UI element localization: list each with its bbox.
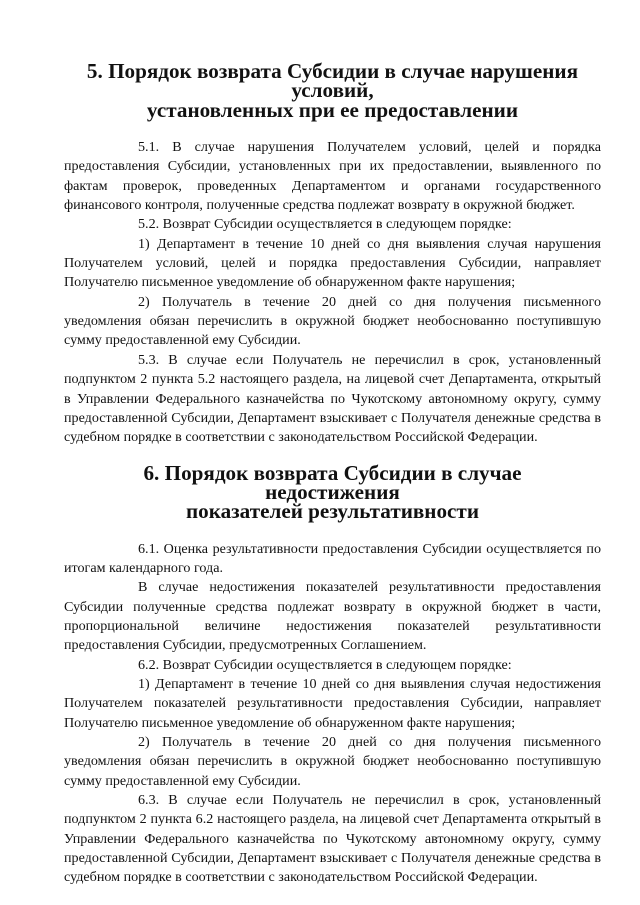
paragraph-5-2: 5.2. Возврат Субсидии осуществляется в следующем порядке: <box>138 216 512 233</box>
section-6-heading-line-1: 6. Порядок возврата Субсидии в случае недостижения <box>143 460 522 504</box>
spacer <box>64 120 601 138</box>
paragraph-6-1: 6.1. Оценка результативности предоставления Субсидии осуществляется по итогам календарного года. <box>64 540 601 576</box>
paragraph-6-2-1: 1) Департамент в течение 10 дней со дня выявления случая недостижения Получателем показателей результативности предоставления Субсидии, направляет Получателю письменное уведомление об обнаруженном факте нарушения; <box>64 675 601 731</box>
section-6-body <box>64 540 601 888</box>
paragraph-5-2-2: 2) Получатель в течение 20 дней со дня получения письменного уведомления обязан перечислить в окружной бюджет необоснованно поступившую сумму предоставленной ему Субсидии. <box>64 293 601 349</box>
paragraph-6-2-2: 2) Получатель в течение 20 дней со дня получения письменного уведомления обязан перечислить в окружной бюджет необоснованно поступившую сумму предоставленной ему Субсидии. <box>64 734 601 789</box>
section-5-heading-line-1: 5. Порядок возврата Субсидии в случае нарушения условий, <box>86 59 579 103</box>
section-6-heading-line-2: показателей результативности <box>186 499 479 524</box>
section-5-body <box>64 138 601 448</box>
document-page <box>64 56 601 888</box>
section-5-heading-line-2: установленных при ее предоставлении <box>146 97 519 122</box>
section-5-heading <box>64 59 601 122</box>
paragraph-6-2: 6.2. Возврат Субсидии осуществляется в следующем порядке: <box>138 656 512 673</box>
section-6-heading <box>64 460 601 524</box>
paragraph-6-3: 6.3. В случае если Получатель не перечислил в срок, установленный подпунктом 2 пункта 6.2 настоящего раздела, на лицевой счет Департамента открытый в Управлении Федерального казначейства по Чукотскому автономному округу, сумму предоставленной Субсидии, Департамент взыскивает с Получателя денежные средства в судебном порядке в соответствии с законодательством Российской Федерации. <box>64 792 601 886</box>
paragraph-5-1: 5.1. В случае нарушения Получателем условий, целей и порядка предоставления Субсидии, установленных при их предоставлении, выявленного по фактам проверок, проведенных Департаментом и органами государственного финансового контроля, полученные средства подлежат возврату в окружной бюджет. <box>64 139 601 214</box>
paragraph-6-1-b: В случае недостижения показателей результативности предоставления Субсидии полученные средства подлежат возврату в окружной бюджет в части, пропорциональной величине недостижения показателей результативности предоставления Субсидии, предусмотренных Соглашением. <box>64 579 601 654</box>
paragraph-5-2-1: 1) Департамент в течение 10 дней со дня выявления случая нарушения Получателем условий, целей и порядка предоставления Субсидии, направляет Получателю письменное уведомление об обнаруженном факте нарушения; <box>64 235 601 291</box>
paragraph-5-3: 5.3. В случае если Получатель не перечислил в срок, установленный подпунктом 2 пункта 5.2 настоящего раздела, на лицевой счет Департамента, открытый в Управлении Федерального казначейства по Чукотскому автономному округу, сумму предоставленной Субсидии, Департамент взыскивает с Получателя денежные средства в судебном порядке в соответствии с законодательством Российской Федерации. <box>64 351 601 446</box>
spacer <box>64 522 601 540</box>
